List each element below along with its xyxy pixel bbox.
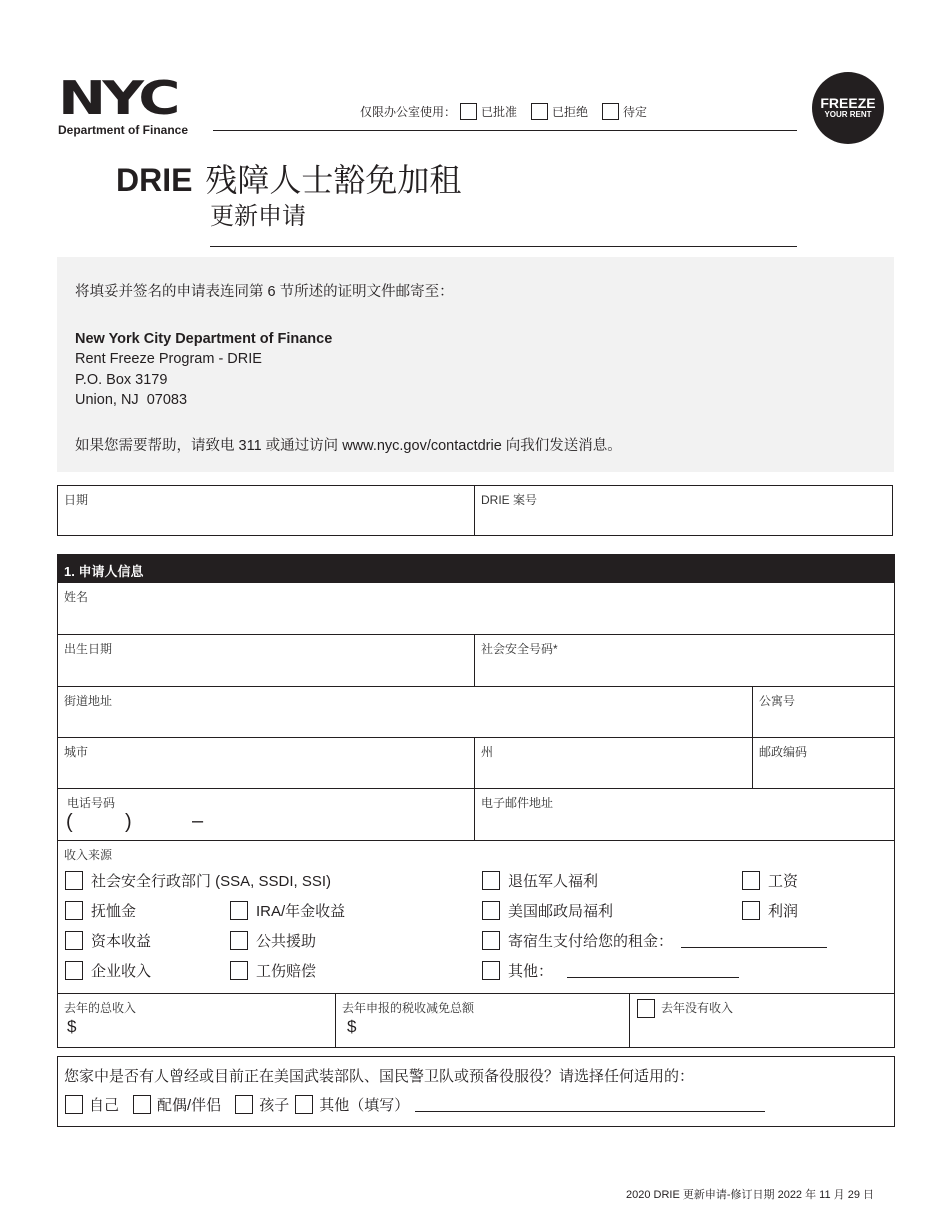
military-child-checkbox[interactable]	[235, 1095, 253, 1114]
footer-revision: 2020 DRIE 更新申请-修订日期 2022 年 11 月 29 日	[626, 1189, 874, 1201]
total-income-field[interactable]	[57, 993, 336, 1048]
label: 工伤赔偿	[256, 963, 317, 980]
office-use	[360, 103, 647, 120]
department-name: Department of Finance	[58, 123, 189, 137]
label: 出生日期	[64, 642, 113, 656]
label: 街道地址	[64, 694, 113, 708]
checkbox[interactable]	[230, 901, 248, 920]
mailing-line2: P.O. Box 3179	[75, 372, 168, 388]
label: 电子邮件地址	[481, 796, 554, 810]
label: 去年的总收入	[64, 1001, 137, 1015]
dob-field[interactable]	[57, 634, 475, 687]
checkbox[interactable]	[65, 901, 83, 920]
email-field[interactable]	[474, 788, 895, 841]
label: 其他：	[508, 963, 554, 980]
page-subtitle: 更新申请	[210, 203, 306, 230]
mailing-intro: 将填妥并签名的申请表连同第 6 节所述的证明文件邮寄至：	[75, 284, 454, 300]
label: $	[347, 1017, 357, 1036]
title-main: 残障人士豁免加租	[205, 162, 462, 198]
label: 自己	[89, 1097, 120, 1114]
help-text: 如果您需要帮助，请致电 311 或通过访问 www.nyc.gov/contactdrie 向我们发送消息。	[75, 438, 622, 454]
title-prefix: DRIE	[116, 162, 193, 198]
label: 退伍军人福利	[508, 873, 599, 890]
date-field[interactable]	[57, 485, 475, 536]
checkbox[interactable]	[742, 901, 760, 920]
label: IRA/年金收益	[256, 903, 346, 920]
street-field[interactable]	[57, 686, 753, 738]
military-self-checkbox[interactable]	[65, 1095, 83, 1114]
checkbox[interactable]	[230, 931, 248, 950]
phone-open-paren: (	[66, 811, 73, 833]
label: 寄宿生支付给您的租金：	[508, 933, 674, 950]
income-other[interactable]	[482, 960, 739, 981]
label: 企业收入	[91, 963, 152, 980]
pending-checkbox[interactable]	[602, 103, 619, 120]
page-title	[116, 155, 461, 201]
nyc-logo	[58, 71, 203, 137]
section-1-header: 1. 申请人信息	[57, 554, 895, 583]
no-income-checkbox[interactable]	[637, 999, 655, 1018]
label: 公寓号	[759, 694, 796, 708]
phone-field[interactable]	[57, 788, 475, 841]
label: 公共援助	[256, 933, 317, 950]
label: 资本收益	[91, 933, 152, 950]
state-field[interactable]	[474, 737, 753, 789]
pending-label: 待定	[623, 105, 648, 119]
checkbox[interactable]	[230, 961, 248, 980]
mailing-line1: Rent Freeze Program - DRIE	[75, 351, 262, 367]
label: 日期	[64, 493, 89, 507]
military-other-input[interactable]	[415, 1098, 765, 1112]
nyc-logo-text: NYC	[58, 71, 177, 125]
ssn-field[interactable]	[474, 634, 895, 687]
case-number-field[interactable]	[474, 485, 893, 536]
approved-checkbox[interactable]	[460, 103, 477, 120]
label: 孩子	[259, 1097, 290, 1114]
military-spouse-checkbox[interactable]	[133, 1095, 151, 1114]
label: 利润	[768, 903, 799, 920]
income-pension[interactable]	[65, 900, 136, 921]
income-ssa[interactable]	[65, 870, 331, 891]
label: DRIE 案号	[481, 493, 538, 507]
city-field[interactable]	[57, 737, 475, 789]
label: $	[67, 1017, 77, 1036]
label: 收入来源	[64, 848, 113, 862]
header-divider	[213, 130, 797, 131]
label: 其他（填写）	[319, 1097, 410, 1114]
mailing-name: New York City Department of Finance	[75, 331, 333, 347]
military-other-checkbox[interactable]	[295, 1095, 313, 1114]
mailing-line3: Union, NJ 07083	[75, 392, 188, 408]
mailing-info-box	[57, 257, 894, 472]
income-business[interactable]	[65, 960, 151, 981]
military-question: 您家中是否有人曾经或目前正在美国武装部队、国民警卫队或预备役服役？请选择任何适用的：	[64, 1068, 695, 1085]
apt-field[interactable]	[752, 686, 895, 738]
checkbox[interactable]	[482, 961, 500, 980]
tax-deductions-field[interactable]	[335, 993, 630, 1048]
label: 抚恤金	[91, 903, 137, 920]
label: 去年没有收入	[661, 1001, 734, 1015]
income-ira[interactable]	[230, 900, 345, 921]
phone-close-paren: )	[125, 811, 132, 833]
denied-label: 已拒绝	[552, 105, 589, 119]
income-public-assistance[interactable]	[230, 930, 316, 951]
label: 工资	[768, 873, 799, 890]
approved-label: 已批准	[481, 105, 518, 119]
label: 邮政编码	[759, 745, 808, 759]
no-income-option[interactable]	[629, 993, 895, 1048]
other-income-input[interactable]	[567, 964, 739, 978]
label: 配偶/伴侣	[157, 1097, 222, 1114]
checkbox[interactable]	[482, 871, 500, 890]
income-usps[interactable]	[482, 900, 613, 921]
label: 城市	[64, 745, 89, 759]
income-workers-comp[interactable]	[230, 960, 316, 981]
zip-field[interactable]	[752, 737, 895, 789]
income-boarder-rent[interactable]	[482, 930, 827, 951]
label: 州	[481, 745, 494, 759]
label: 社会安全号码*	[481, 642, 558, 656]
freeze-your-rent-badge	[812, 72, 884, 144]
income-capital-gains[interactable]	[65, 930, 151, 951]
checkbox[interactable]	[482, 901, 500, 920]
label: 美国邮政局福利	[508, 903, 614, 920]
checkbox[interactable]	[65, 961, 83, 980]
military-service	[57, 1056, 895, 1127]
income-wages[interactable]	[742, 870, 798, 891]
income-profit[interactable]	[742, 900, 798, 921]
label: 电话号码	[67, 796, 116, 810]
office-use-label: 仅限办公室使用：	[360, 105, 457, 119]
name-field[interactable]	[57, 582, 895, 635]
checkbox[interactable]	[482, 931, 500, 950]
income-sources	[57, 840, 895, 994]
label: 社会安全行政部门 (SSA, SSDI, SSI)	[91, 873, 332, 890]
income-veterans[interactable]	[482, 870, 598, 891]
label: FREEZE	[820, 95, 876, 111]
checkbox[interactable]	[742, 871, 760, 890]
boarder-rent-input[interactable]	[681, 934, 827, 948]
checkbox[interactable]	[65, 931, 83, 950]
denied-checkbox[interactable]	[531, 103, 548, 120]
label: YOUR RENT	[824, 110, 872, 119]
label: 去年申报的税收减免总额	[342, 1001, 475, 1015]
label: 姓名	[64, 590, 89, 604]
title-divider	[210, 246, 797, 247]
checkbox[interactable]	[65, 871, 83, 890]
phone-dash: –	[192, 810, 204, 832]
